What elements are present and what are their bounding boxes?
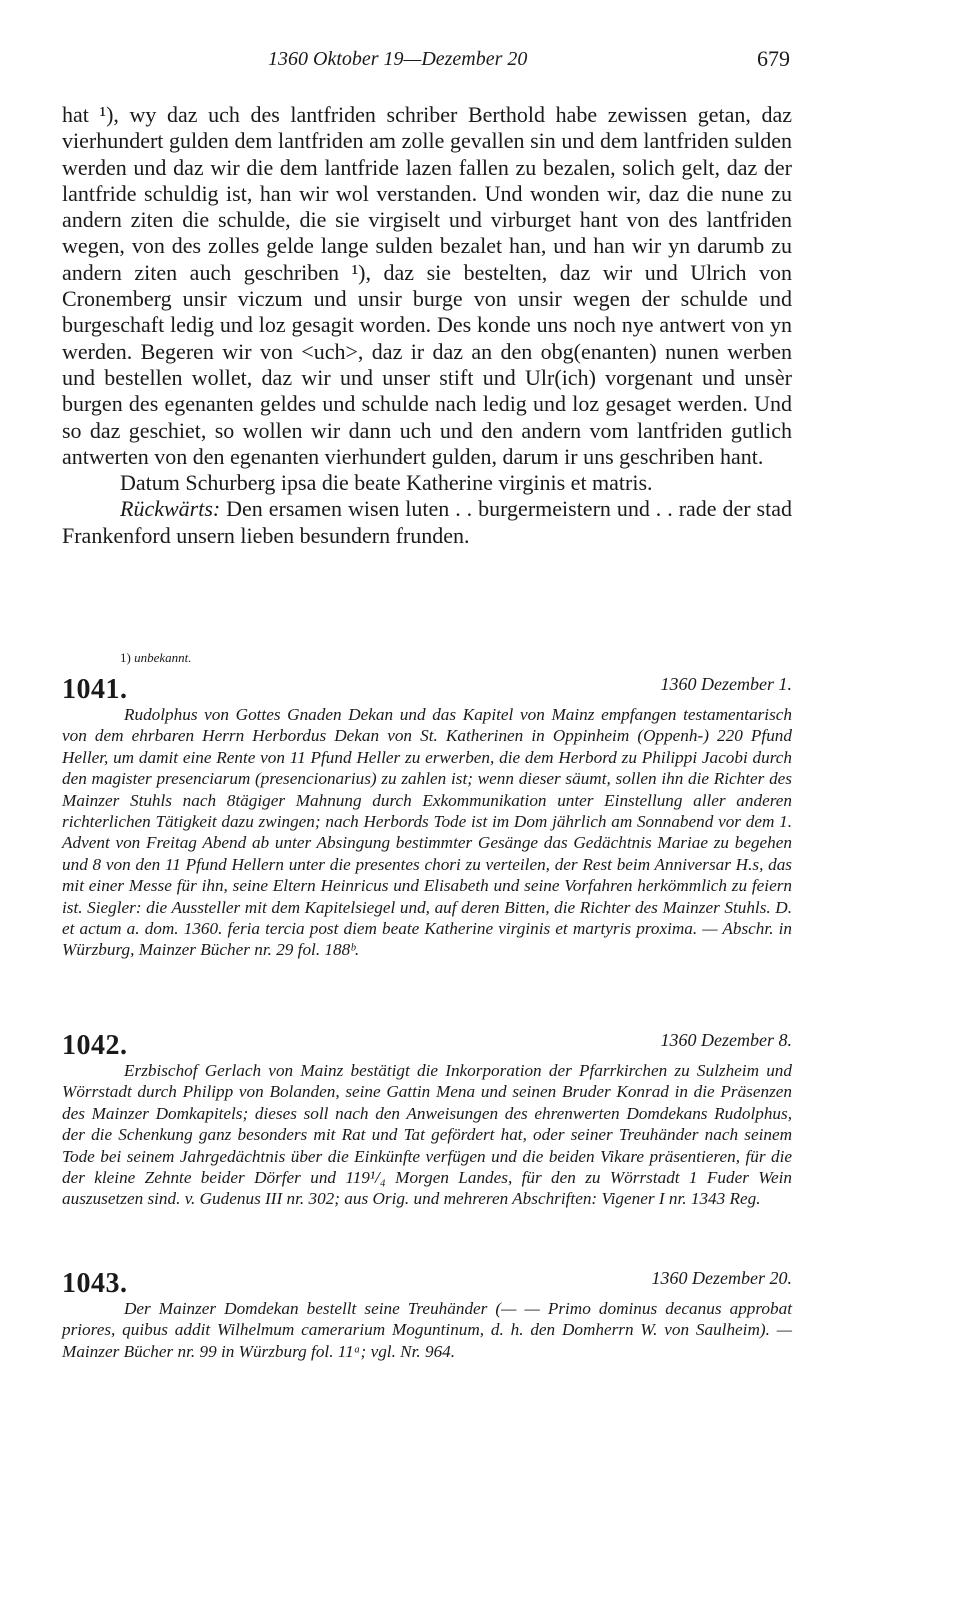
entry-heading (62, 674, 792, 704)
entry-regest: Rudolphus von Gottes Gnaden Dekan und das Kapitel von Mainz empfangen testamentarisch von dem ehrbaren Herrn Herbordus Dekan von St. Katherinen in Oppinheim (Oppenh-) 220 Pfund Heller, um damit eine Rente von 11 Pfund Heller zu erwerben, die dem Herbord zu Philippi Jacobi durch den magister presenciarum (presencionarius) zu zahlen ist; wenn dieser säumt, sollen ihn die Richter des Mainzer Stuhls nach 8tägiger Mahnung durch Exkommunikation unter Einstellung aller anderen richterlichen Tätigkeit dazu zwingen; nach Herbords Tode ist im Dom jährlich am Sonnabend vor dem 1. Advent von Freitag Abend ab unter Absingung bestimmter Gesänge das Gedächtnis Mariae zu begehen und 8 von den 11 Pfund Hellern unter die presentes chori zu verteilen, der Rest beim Anniversar H.s, das mit einer Messe für ihn, seine Eltern Heinricus und Elisabeth und seine Vorfahren herkömmlich zu feiern ist. Siegler: die Aussteller mit dem Kapitelsiegel und, auf deren Bitten, die Richter des Mainzer Stuhls. D. et actum a. dom. 1360. feria tercia post diem beate Katherine virginis et martyris proxima. — Abschr. in Würzburg, Mainzer Bücher nr. 29 fol. 188ᵇ. (62, 705, 792, 960)
letter-continuation (62, 102, 792, 549)
entry-heading (62, 1030, 792, 1060)
entry-1043 (62, 1268, 792, 1362)
page-number: 679 (757, 46, 790, 71)
entry-regest: Erzbischof Gerlach von Mainz bestätigt die Inkorporation der Pfarrkirchen zu Sulzheim und Wörrstadt durch Philipp von Bolanden, seine Gattin Mena und seinen Bruder Konrad in die Präsenzen des Mainzer Domkapitels; dieses soll nach den Anweisungen des ehrenwerten Domdekans Rudolphus, der die Schenkung ganz besonders mit Rat und Tat gefördert hat, oder seiner Treuhänder nach seinem Tode bei seinem Jahrgedächtnis über die Einkünfte verfügen und die beiden Vikare präsentieren, für die der kleine Zehnte beider Dörfer und 119¹/₄ Morgen Landes, für den zu Wörrstadt 1 Fuder Wein auszusetzen sind. v. Gudenus III nr. 302; aus Orig. und mehreren Abschriften: Vigener I nr. 1343 Reg. (62, 1061, 792, 1209)
footnote-text: unbekannt. (134, 650, 192, 665)
entry-regest: Der Mainzer Domdekan bestellt seine Treuhänder (— — Primo dominus decanus approbat priores, quibus addit Wilhelmum camerarium Moguntinum, d. h. den Domherrn W. von Saulheim). — Mainzer Bücher nr. 99 in Würzburg fol. 11ᵃ; vgl. Nr. 964. (62, 1299, 792, 1361)
running-head (60, 48, 790, 78)
dating-clause: Datum Schurberg ipsa die beate Katherine virginis et matris. (120, 470, 653, 496)
entry-number: 1043. (62, 1268, 128, 1299)
entry-number: 1041. (62, 674, 128, 705)
footnote (120, 650, 192, 666)
running-head-date: 1360 Oktober 19—Dezember 20 (268, 48, 528, 70)
dorsal-note (62, 496, 792, 549)
entry-1041 (62, 674, 792, 961)
entry-date: 1360 Dezember 1. (660, 674, 792, 694)
dorsal-text: Den ersamen wisen luten . . burgermeistern und . . rade der stad Frankenford unsern lieben besundern frunden. (62, 496, 792, 548)
entry-number: 1042. (62, 1030, 128, 1061)
entry-date: 1360 Dezember 20. (651, 1268, 792, 1288)
entry-date: 1360 Dezember 8. (660, 1030, 792, 1050)
dorsal-label: Rückwärts: (120, 496, 221, 522)
entry-heading (62, 1268, 792, 1298)
footnote-mark: 1) (120, 650, 131, 665)
letter-paragraph: hat ¹), wy daz uch des lantfriden schriber Berthold habe zewissen getan, daz vierhundert gulden dem lantfriden am zolle gevallen sin und dem lantfriden sulden werden und daz wir die dem lantfride lazen fallen zu bezalen, solich gelt, daz der lantfride schuldig ist, han wir wol verstanden. Und wonden wir, daz die nune zu andern ziten die schulde, die sie virgiselt und virburget hant von des lantfriden wegen, von des zolles gelde lange sulden bezalet han, und han wir yn darumb zu andern ziten auch geschriben ¹), daz sie bestelten, daz wir und Ulrich von Cronemberg unsir viczum und unsir burge von unsir wegen der schulde und burgeschaft ledig und loz gesagit worden. Des konde uns noch nye antwert von yn werden. Begeren wir von ˂uch˃, daz ir daz an den obg(enanten) nunen werben und bestellen wollet, daz wir und unser stift und Ulr(ich) vorgenant und unsèr burgen des egenanten geldes und schulde nach ledig und loz gesaget werden. Und so daz geschiet, so wollen wir dann uch und den andern vom lantfriden gutlich antwerten von den egenanten vierhundert gulden, darum ir uns geschriben hant. (62, 102, 792, 469)
entry-1042 (62, 1030, 792, 1210)
